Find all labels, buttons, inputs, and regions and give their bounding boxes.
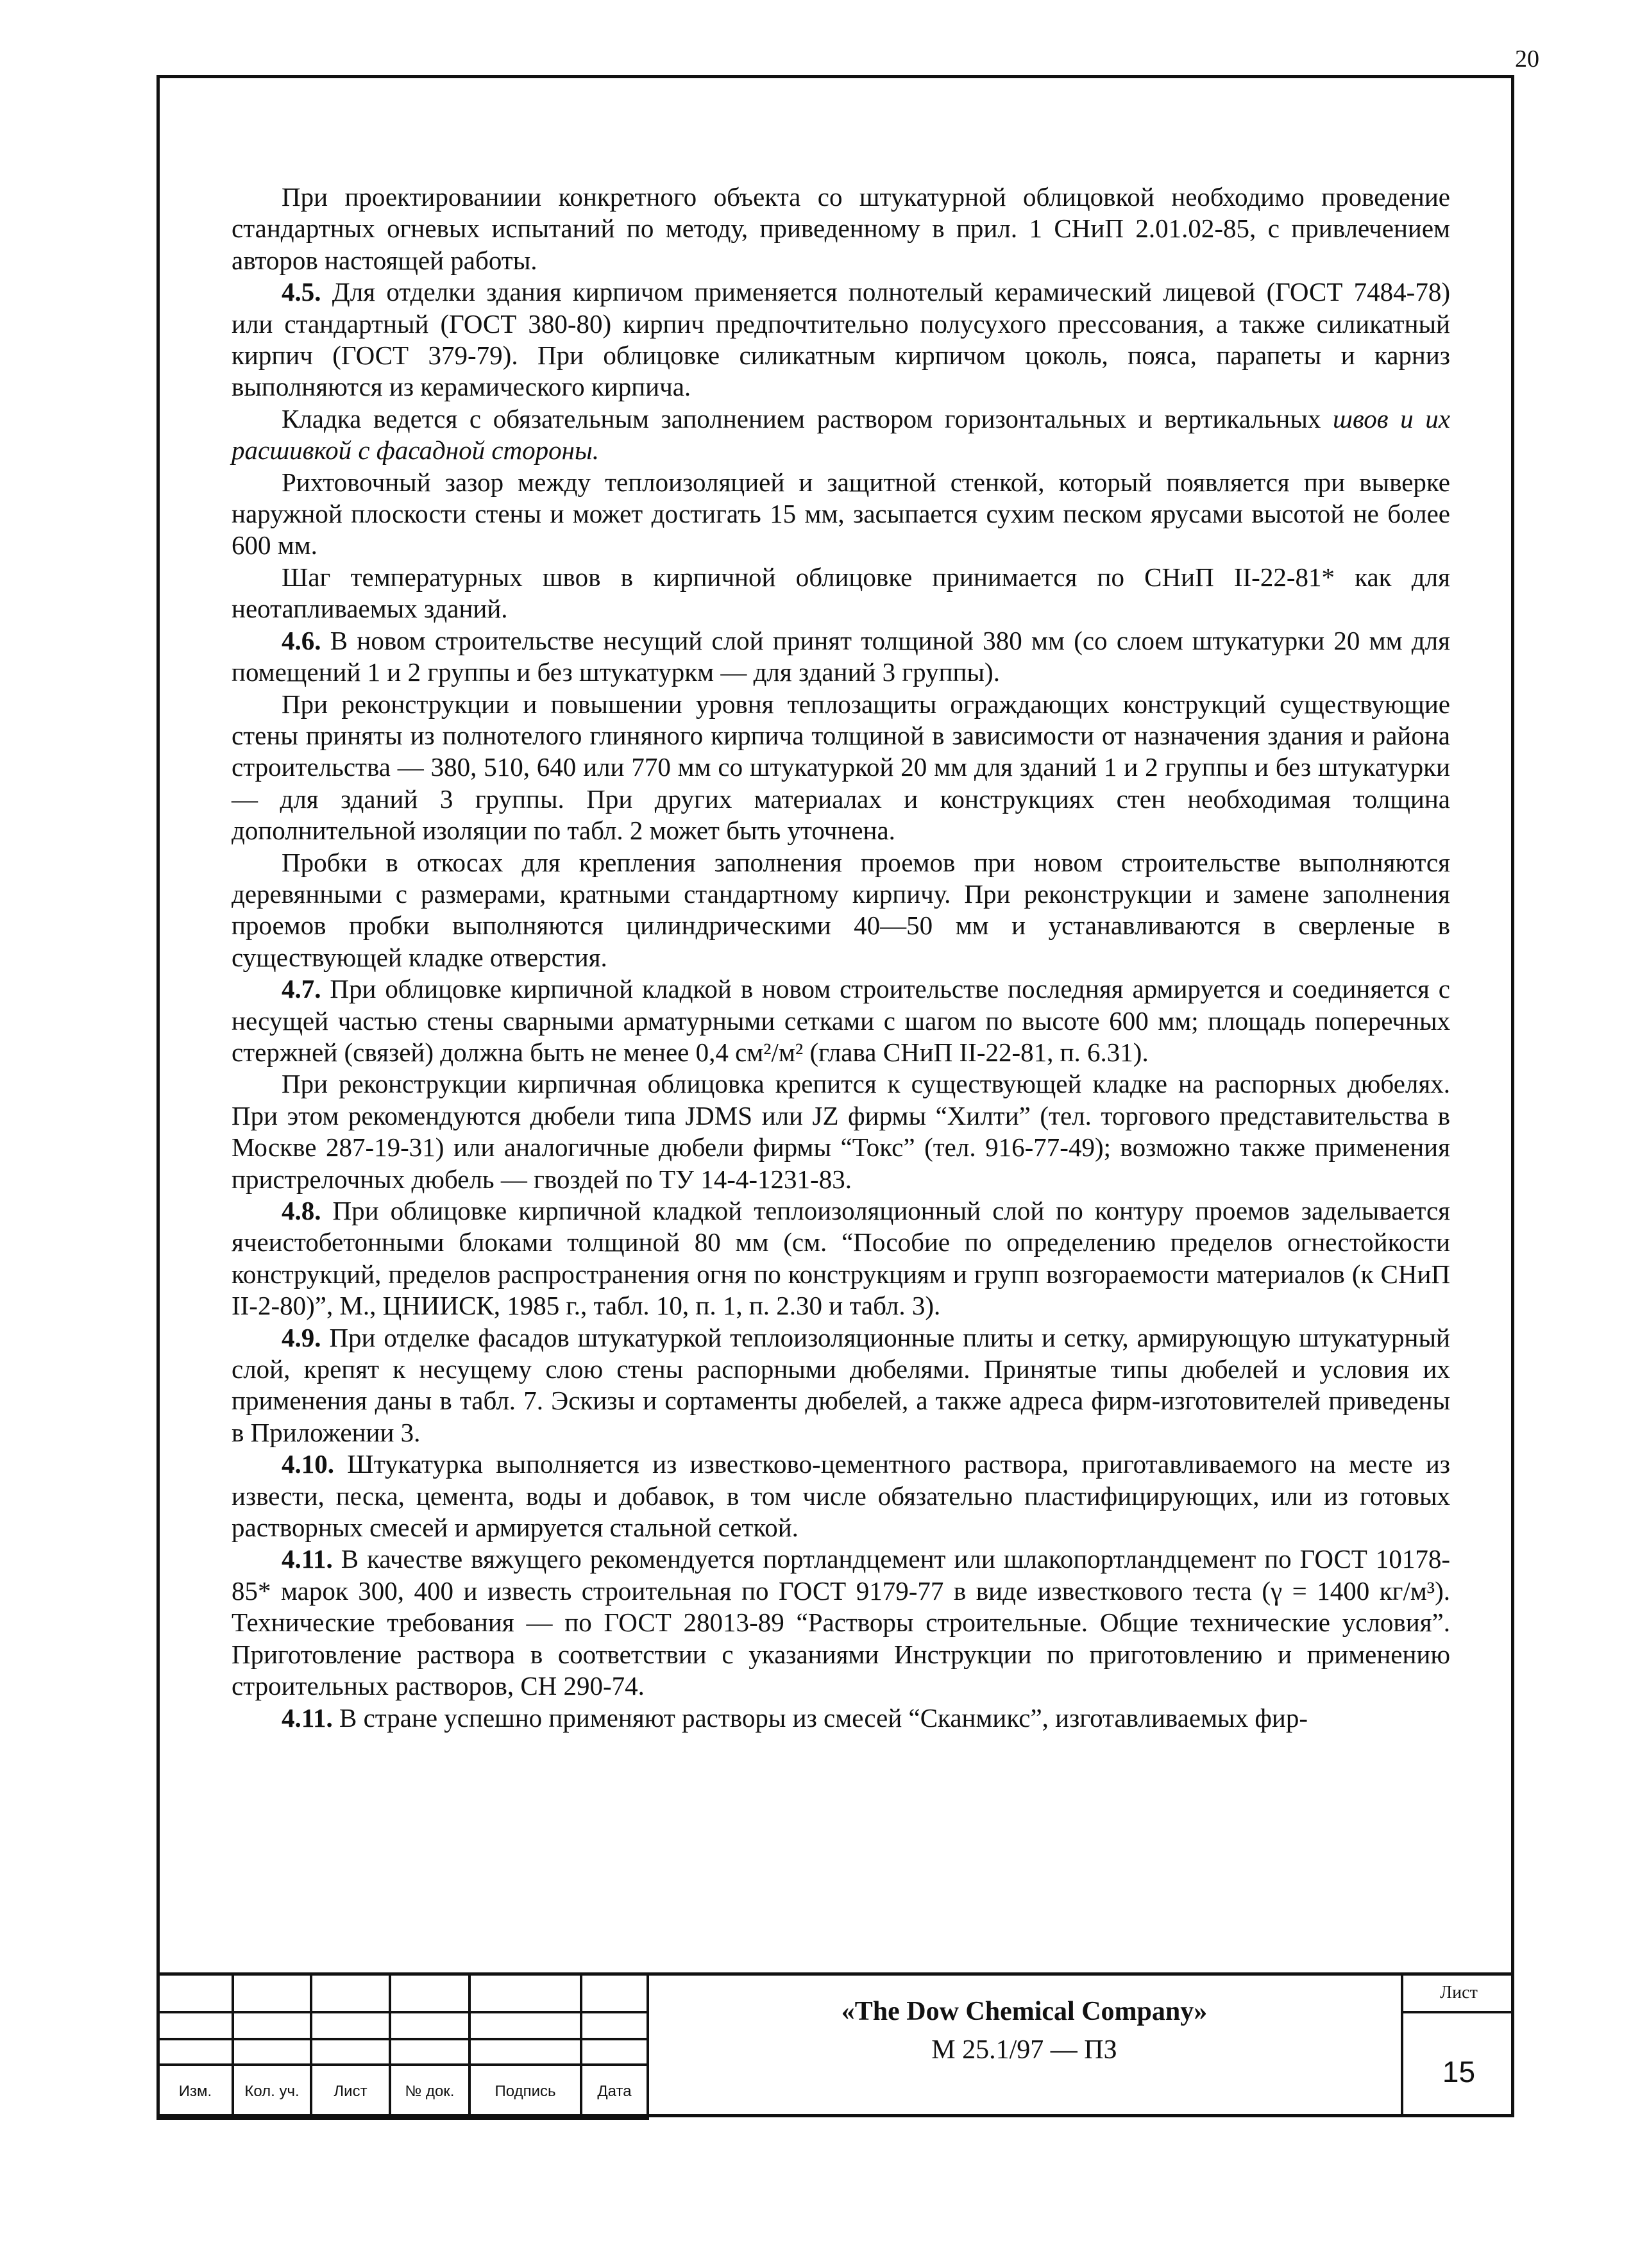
section-number: 4.6. <box>282 625 321 655</box>
paragraph <box>232 403 1450 467</box>
sheet-separator <box>1401 2011 1514 2013</box>
stamp-col-sheet: Лист <box>311 2065 390 2119</box>
section-number: 4.5. <box>282 277 321 307</box>
paragraph-text: В качестве вяжущего рекомендуется портландцемент или шлакопортландцемент по ГОСТ 10178-85* марок 300, 400 и известь строительная по ГОСТ 9179-77 в виде известкового теста (γ = 1400 кг/м³). Технические требования — по ГОСТ 28013-89 “Растворы строительные. Общие технические условия”. Приготовление раствора в соответствии с указаниями Инструкции по приготовлению и применению строительных растворов, СН 290-74. <box>232 1544 1450 1701</box>
paragraph-italic-text: швов и их расшивкой с фасадной стороны. <box>232 403 1450 466</box>
paragraph-text: Штукатурка выполняется из известково-цементного раствора, приготавливаемого на месте из извести, песка, цемента, воды и добавок, в том числе обязательно пластифицирующих, или из готовых растворных смесей и армируется стальной сеткой. <box>232 1449 1450 1543</box>
stamp-top-line <box>156 1972 1514 1976</box>
stamp-col-doc: № док. <box>390 2065 469 2119</box>
document-body <box>232 181 1450 1734</box>
section-number: 4.11. <box>282 1544 333 1574</box>
paragraph <box>232 847 1450 974</box>
paragraph-text: При отделке фасадов штукатуркой теплоизоляционные плиты и сетку, армирующую штукатурный слой, крепят к несущему слою стены распорными дюбелями. Принятые типы дюбелей и условия их применения даны в табл. 7. Эскизы и сортаменты дюбелей, а также адреса фирм-изготовителей приведены в Приложении 3. <box>232 1322 1450 1447</box>
paragraph-text: Пробки в откосах для крепления заполнения проемов при новом строительстве выполняются деревянными с размерами, кратными стандартному кирпичу. При реконструкции и замене заполнения проемов пробки выполняются цилиндрическими 40—50 мм и устанавливаются в сверленые в существующей кладке отверстия. <box>232 847 1450 972</box>
paragraph <box>232 1543 1450 1702</box>
revision-table <box>156 1972 649 2120</box>
paragraph-text: Кладка ведется с обязательным заполнением раствором горизонтальных и вертикальных <box>282 403 1333 433</box>
paragraph-text: При реконструкции и повышении уровня теплозащиты ограждающих конструкций существующие стены приняты из полнотелого глиняного кирпича толщиной в зависимости от назначения здания и района строительства — 380, 510, 640 или 770 мм со штукатуркой 20 мм для зданий 1 и 2 группы и без штукатурки — для зданий 3 группы. При других материалах и конструкциях стен необходимая толщина дополнительной изоляции по табл. 2 может быть уточнена. <box>232 689 1450 846</box>
stamp-col-date: Дата <box>581 2065 648 2119</box>
paragraph <box>232 276 1450 403</box>
document-code: М 25.1/97 — ПЗ <box>931 2035 1117 2065</box>
paragraph-text: В стране успешно применяют растворы из смесей “Сканмикс”, изготавливаемых фир- <box>332 1702 1308 1733</box>
paragraph <box>232 1195 1450 1322</box>
paragraph <box>232 1449 1450 1543</box>
section-number: 4.10. <box>282 1449 334 1479</box>
paragraph <box>232 625 1450 689</box>
paragraph <box>232 1702 1450 1734</box>
stamp-col-change: Изм. <box>158 2065 233 2119</box>
paragraph <box>232 181 1450 276</box>
company-name: «The Dow Chemical Company» <box>841 1997 1208 2026</box>
page-number: 20 <box>1515 46 1539 72</box>
section-number: 4.9. <box>282 1322 321 1352</box>
section-number: 4.8. <box>282 1196 321 1225</box>
paragraph <box>232 1322 1450 1449</box>
stamp-divider <box>647 1972 649 2117</box>
paragraph <box>232 467 1450 562</box>
stamp-col-count: Кол. уч. <box>233 2065 311 2119</box>
paragraph-text: При облицовке кирпичной кладкой в новом строительстве последняя армируется и соединяется с несущей частью стены сварными арматурными сетками с шагом по высоте 600 мм; площадь поперечных стержней (связей) должна быть не менее 0,4 см²/м² (глава СНиП II-22-81, п. 6.31). <box>232 974 1450 1067</box>
section-number: 4.7. <box>282 974 321 1004</box>
sheet-label: Лист <box>1440 1983 1478 2003</box>
paragraph-text: Рихтовочный зазор между теплоизоляцией и защитной стенкой, который появляется при выверке наружной плоскости стены и может достигать 15 мм, засыпается сухим песком ярусами высотой не более 600 мм. <box>232 467 1450 560</box>
paragraph-text: При проектированиии конкретного объекта со штукатурной облицовкой необходимо проведение стандартных огневых испытаний по методу, приведенному в прил. 1 СНиП 2.01.02-85, с привлечением авторов настоящей работы. <box>232 182 1450 275</box>
paragraph-text: В новом строительстве несущий слой принят толщиной 380 мм (со слоем штукатурки 20 мм для помещений 1 и 2 группы и без штукатуркм — для зданий 3 группы). <box>232 625 1450 687</box>
title-block <box>156 1972 1514 2117</box>
paragraph <box>232 562 1450 625</box>
paragraph-text: Шаг температурных швов в кирпичной облицовке принимается по СНиП II-22-81* как для неотапливаемых зданий. <box>232 562 1450 624</box>
paragraph-text: При облицовке кирпичной кладкой теплоизоляционный слой по контуру проемов заделывается ячеистобетонными блоками толщиной 80 мм (см. “Пособие по определению пределов огнестойкости конструкций, пределов распространения огня по конструкциям и групп возгораемости материалов (к СНиП II-2-80)”, М., ЦНИИСК, 1985 г., табл. 10, п. 1, п. 2.30 и табл. 3). <box>232 1196 1450 1321</box>
paragraph <box>232 973 1450 1068</box>
stamp-col-signature: Подпись <box>469 2065 581 2119</box>
paragraph <box>232 689 1450 847</box>
sheet-number: 15 <box>1442 2055 1476 2088</box>
paragraph <box>232 1068 1450 1195</box>
paragraph-text: Для отделки здания кирпичом применяется полнотелый керамический лицевой (ГОСТ 7484-78) или стандартный (ГОСТ 380-80) кирпич предпочтительно полусухого прессования, а также силикатный кирпич (ГОСТ 379-79). При облицовке силикатным кирпичом цоколь, пояса, парапеты и карниз выполняются из керамического кирпича. <box>232 277 1450 402</box>
section-number: 4.11. <box>282 1702 333 1733</box>
paragraph-text: При реконструкции кирпичная облицовка крепится к существующей кладке на распорных дюбелях. При этом рекомендуются дюбели типа JDMS или JZ фирмы “Хилти” (тел. торгового представительства в Москве 287-19-31) или аналогичные дюбели фирмы “Токс” (тел. 916-77-49); возможно также применения пристрелочных дюбель — гвоздей по ТУ 14-4-1231-83. <box>232 1069 1450 1194</box>
